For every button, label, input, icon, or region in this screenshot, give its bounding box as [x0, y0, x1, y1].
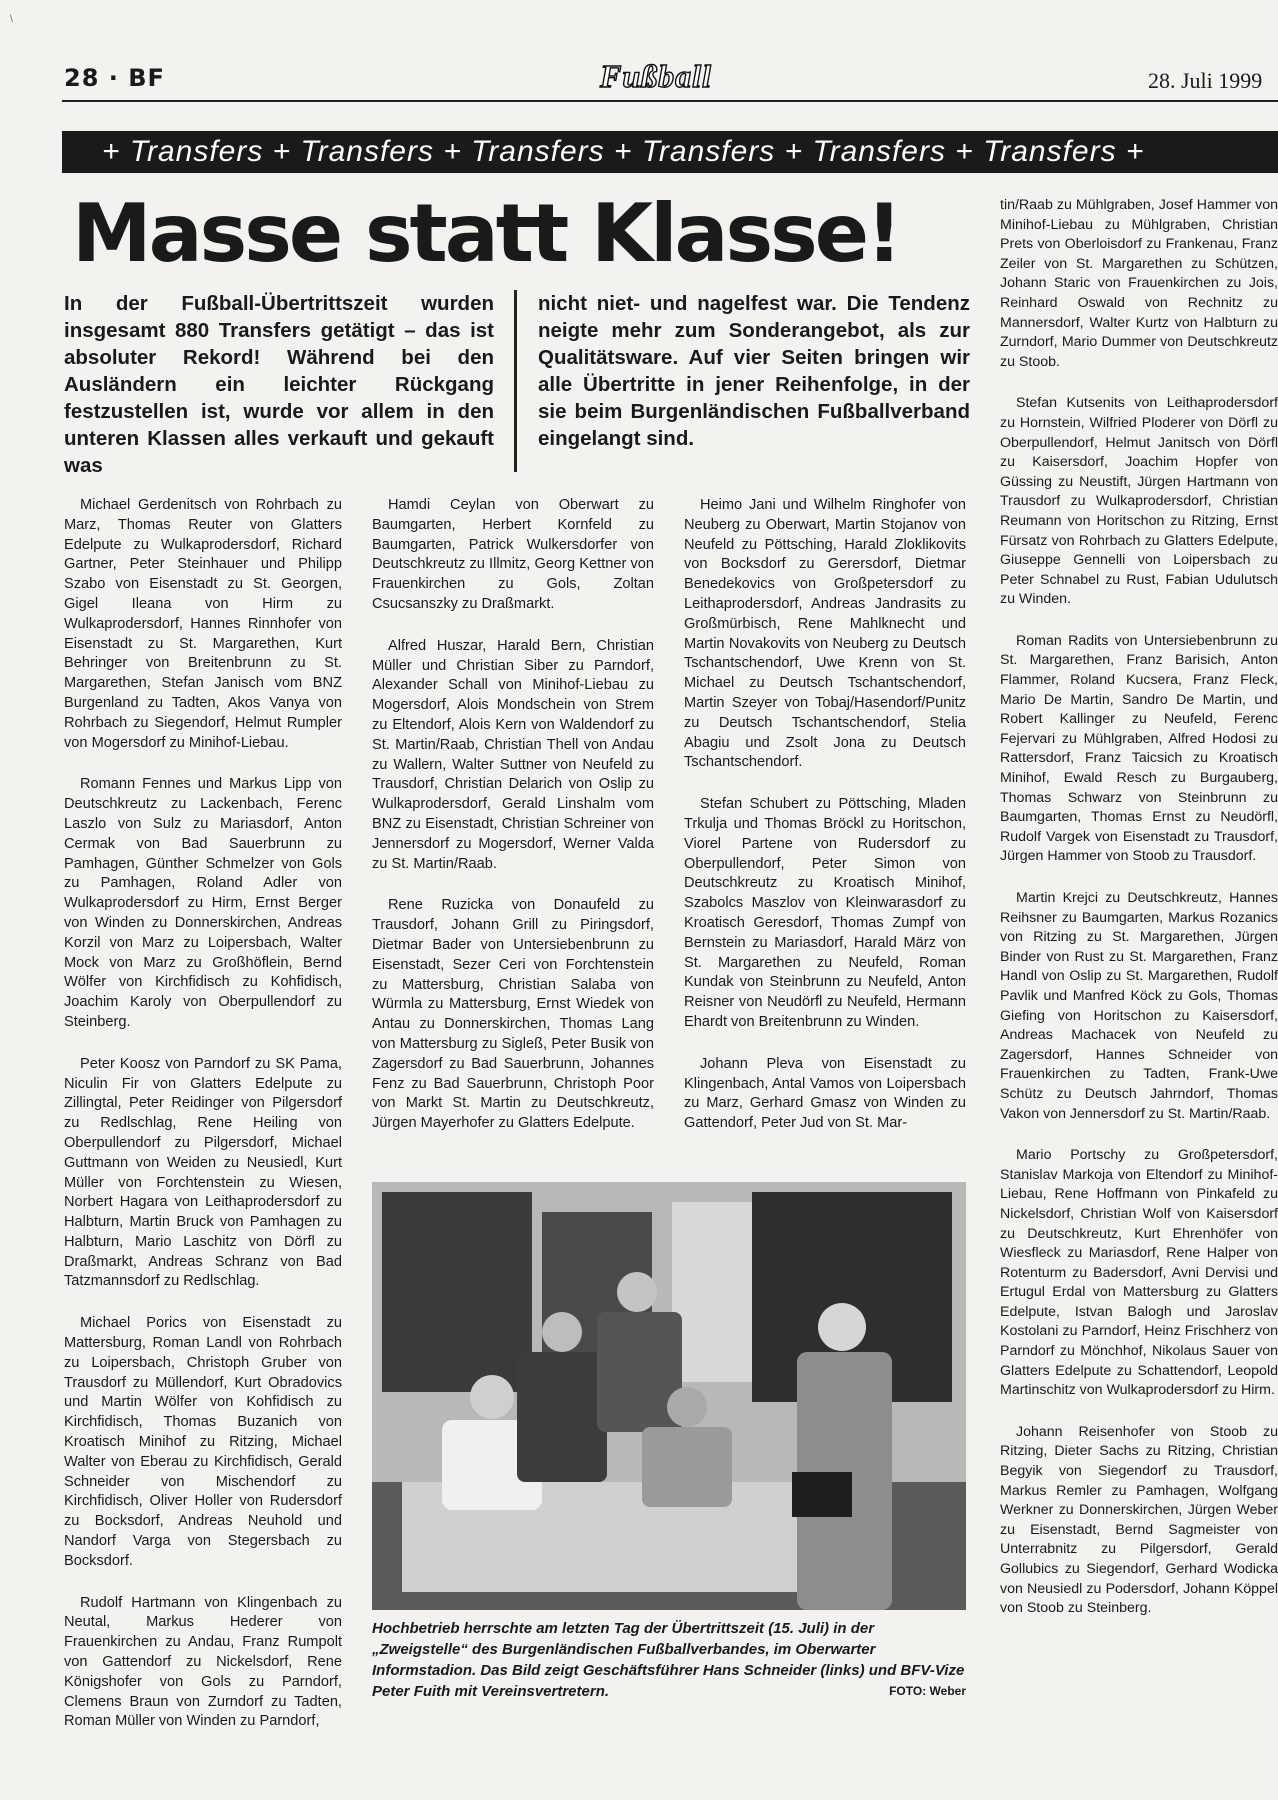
transfer-paragraph: Michael Gerdenitsch von Rohrbach zu Marz, Thomas Reuter von Glatters Edelpute zu Wulkaprodersdorf, Richard Gartner, Peter Steinhauer und Philipp Szabo von Eisenstadt zu St. Georgen, Gigel Ileana von Hirm zu Wulkaprodersdorf, Hannes Rinnhofer von Eisenstadt zu St. Margarethen, Kurt Behringer von Breitenbrunn zu St. Margarethen, Stefan Janisch vom BNZ Burgenland zu Tadten, Akos Vanya von Rohrbach zu Siegendorf, Helmut Rumpler von Mogersdorf zu Minihof-Liebau. — [64, 497, 342, 751]
page-number: 28 · BF — [64, 64, 165, 92]
headline: Masse statt Klasse! — [72, 187, 900, 280]
transfer-paragraph: Roman Radits von Untersiebenbrunn zu St. Margarethen, Franz Barisich, Anton Flammer, Roland Kucsera, Franz Fleck, Mario De Martin, Sandro De Martin, und Robert Kallinger zu Neufeld, Ferenc Fejervari zu Mühlgraben, Alfred Hodosi zu Rattersdorf, Franz Taicsich zu Kroatisch Minihof, Ewald Resch zu Burgauberg, Thomas Schwarz von Steinbrunn zu Baumgarten, Thomas Ernst zu Neudörfl, Rudolf Vargek von Eisenstadt zu Trausdorf, Jürgen Hammer von Stoob zu Trausdorf. — [1000, 632, 1278, 865]
transfer-paragraph: Hamdi Ceylan von Oberwart zu Baumgarten, Herbert Kornfeld zu Baumgarten, Patrick Wulkersdorfer von Deutschkreutz zu Illmitz, Georg Kettner von Frauenkirchen zu Gols, Zoltan Csucsanszky zu Draßmarkt. — [372, 497, 654, 612]
transfer-paragraph: Heimo Jani und Wilhelm Ringhofer von Neuberg zu Oberwart, Martin Stojanov von Neufeld zu Pöttsching, Harald Zloklikovits von Bocksdorf zu Gerersdorf, Dietmar Benedekovics von Großpetersdorf zu Leithaprodersdorf, Andreas Jandrasits zu Großmürbisch, Rene Mahlknecht und Martin Novakovits von Neuberg zu Deutsch Tschantschendorf, Uwe Krenn von St. Michael zu Deutsch Tschantschendorf, Martin Szeyer von Tobaj/Hasendorf/Punitz zu Deutsch Tschantschendorf, Stelia Abagiu und Zsolt Jona zu Deutsch Tschantschendorf. — [684, 497, 966, 771]
transfer-paragraph: Rene Ruzicka von Donaufeld zu Trausdorf, Johann Grill zu Piringsdorf, Dietmar Bader von Untersiebenbrunn zu Eisenstadt, Sezer Ceri von Forchtenstein zu Mattersburg, Christian Salaba von Würmla zu Mattersburg, Ernst Wiedek von Antau zu Donnerskirchen, Thomas Lang von Mattersburg zu Sigleß, Peter Busik von Zagersdorf zu Bad Sauerbrunn, Johannes Fenz zu Bad Sauerbrunn, Christoph Poor von Markt St. Martin zu Deutschkreutz, Jürgen Mayerhofer zu Glatters Edelpute. — [372, 897, 654, 1132]
lead-left: In der Fußball-Übertrittszeit wurden insgesamt 880 Transfers getätigt – das ist absoluter Rekord! Während bei den Ausländern ein leichter Rückgang festzustellen ist, wurde vor allem in den unteren Klassen alles verkauft und gekauft was — [64, 292, 494, 477]
transfer-paragraph: Martin Krejci zu Deutschkreutz, Hannes Reihsner zu Baumgarten, Markus Rozanics von Ritzing zu St. Margarethen, Jürgen Binder von Rust zu St. Margarethen, Franz Handl von Oslip zu St. Margarethen, Rudolf Pavlik und Manfred Köck zu Gols, Thomas Giefing von Horitschon zu Kaisersdorf, Andreas Machacek von Neufeld zu Zagersdorf, Hannes Schneider von Frauenkirchen zu Tadten, Frank-Uwe Schütz zu Deutsch Jahrndorf, Thomas Vakon von Jennersdorf zu St. Martin/Raab. — [1000, 890, 1278, 1122]
transfer-paragraph: Johann Reisenhofer von Stoob zu Ritzing, Dieter Sachs zu Ritzing, Christian Begyik von Siegendorf zu Trausdorf, Markus Remler zu Pamhagen, Wolfgang Werkner zu Donnerskirchen, Jürgen Weber zu Eisenstadt, Bernd Sagmeister von Unterrabnitz zu Pilgersdorf, Gerald Gollubics zu Siegendorf, Gerhard Wodicka von Neusiedl zu Podersdorf, Johann Köppel von Stoob zu Steinberg. — [1000, 1423, 1278, 1617]
caption-text: Hochbetrieb herrschte am letzten Tag der Übertrittszeit (15. Juli) in der „Zweigstelle“ des Burgenländischen Fußballverbandes, im Oberwarter Informstadion. Das Bild zeigt Geschäftsführer Hans Schneider (links) und BFV-Vize Peter Fuith mit Vereinsvertretern. — [372, 1620, 965, 1700]
office-photo — [372, 1182, 966, 1610]
transfer-paragraph: Stefan Kutsenits von Leithaprodersdorf zu Hornstein, Wilfried Ploderer von Dörfl zu Oberpullendorf, Helmut Janitsch von Dörfl zu Kaisersdorf, Joachim Hopfer von Güssing zu Neustift, Jürgen Hartmann von Trausdorf zu Wulkaprodersdorf, Christian Reumann von Horitschon zu Ritzing, Ernst Fürsatz von Rohrbach zu Glatters Edelpute, Giuseppe Gennelli von Loipersbach zu Peter Schnabel zu Rust, Fabian Udulutsch zu Winden. — [1000, 395, 1278, 608]
transfer-paragraph: Johann Pleva von Eisenstadt zu Klingenbach, Antal Vamos von Loipersbach zu Marz, Gerhard Gmasz von Winden zu Gattendorf, Peter Jud von St. Mar- — [684, 1055, 966, 1132]
lead-right: nicht niet- und nagelfest war. Die Tendenz neigte mehr zum Sonderangebot, als zur Qualitätsware. Auf vier Seiten bringen wir alle Übertritte in jener Reihenfolge, in der sie beim Burgenländischen Fußballverband eingelangt sind. — [538, 292, 970, 450]
transfer-paragraph: Alfred Huszar, Harald Bern, Christian Müller und Christian Siber zu Parndorf, Alexander Schall von Minihof-Liebau zu Mogersdorf, Alois Mondschein von Strem zu Eltendorf, Alois Kern von Waldendorf zu St. Martin/Raab, Christian Thell von Andau zu Wallern, Walter Suttner von Neufeld zu Trausdorf, Christian Delarich von Oslip zu Wulkaprodersdorf, Gerald Linshalm vom BNZ zu Eisenstadt, Christian Schreiner von Jennersdorf zu Mogersdorf, Werner Valda zu St. Martin/Raab. — [372, 637, 654, 872]
lead-separator — [514, 290, 517, 472]
transfer-paragraph: Rudolf Hartmann von Klingenbach zu Neutal, Markus Hederer von Frauenkirchen zu Andau, Franz Rumpolt von Gattendorf zu Nickelsdorf, Rene Königshofer von Gols zu Parndorf, Clemens Braun von Zurndorf zu Tadten, Roman Müller von Winden zu Parndorf, — [64, 1594, 342, 1730]
transfer-paragraph: Mario Portschy zu Großpetersdorf, Stanislav Markoja von Eltendorf zu Minihof-Liebau, Rene Hoffmann von Pinkafeld zu Nickelsdorf, Christian Wolf von Kaisersdorf zu Deutschkreutz, Kurt Ehrenhöfer von Wiesfleck zu Mariasdorf, Rene Halper von Rotenturm zu Badersdorf, Avni Dervisi und Ertugul Erdal von Mattersburg zu Glatters Edelpute, Istvan Balogh und Jaroslav Kostolani zu Parndorf, Heinz Frischherz von Parndorf zu Mönchhof, Nikolaus Sauer von Glatters Edelpute zu Schattendorf, Leopold Martinschitz von Wulkaprodersdorf zu Hirm. — [1000, 1147, 1278, 1399]
photo-credit: FOTO: Weber — [889, 1684, 966, 1698]
transfers-banner: + Transfers + Transfers + Transfers + Transfers + Transfers + Transfers + — [62, 131, 1278, 173]
scan-mark: \ — [10, 14, 13, 25]
transfer-paragraph: Michael Porics von Eisenstadt zu Mattersburg, Roman Landl von Rohrbach zu Loipersbach, Christoph Gruber von Trausdorf zu Müllendorf, Kurt Obradovics und Martin Wölfer von Kohfidisch zu Kirchfidisch, Thomas Buzanich von Kroatisch Minihof zu Ritzing, Michael Walter von Eberau zu Kirchfidisch, Gerald Schneider von Mischendorf zu Kirchfidisch, Oliver Holler von Rudersdorf zu Bocksdorf, Andreas Neuhold und Nandorf Varga von Stegersbach zu Bocksdorf. — [64, 1315, 342, 1569]
issue-date: 28. Juli 1999 — [1148, 68, 1263, 93]
column-1 — [64, 496, 342, 1754]
column-4 — [1000, 196, 1278, 1641]
photo-caption — [372, 1618, 966, 1702]
transfer-paragraph: tin/Raab zu Mühlgraben, Josef Hammer von Minihof-Liebau zu Mühlgraben, Christian Prets von Oberloisdorf zu Frankenau, Franz Zeiler von St. Margarethen zu Schützen, Johann Staric von Frauenkirchen zu Jois, Reinhard Oswald von Rechnitz zu Mannersdorf, Walter Kurtz von Halbturn zu Zurndorf, Mario Dummer von Deutschkreutz zu Stoob. — [1000, 197, 1278, 370]
column-2 — [372, 496, 654, 1156]
photo-illustration — [372, 1182, 966, 1610]
transfer-paragraph: Romann Fennes und Markus Lipp von Deutschkreutz zu Lackenbach, Ferenc Laszlo von Sulz zu Mariasdorf, Anton Cermak von Bad Sauerbrunn zu Pamhagen, Günther Schmelzer von Gols zu Pamhagen, Roland Adler von Wulkaprodersdorf zu Hirm, Ernst Berger von Winden zu Donnerskirchen, Andreas Korzil von Marz zu Loipersbach, Walter Mock von Marz zu Großhöflein, Bernd Wölfer von Kirchfidisch zu Kohfidisch, Joachim Karoly von Oberpullendorf zu Steinberg. — [64, 776, 342, 1030]
transfer-paragraph: Peter Koosz von Parndorf zu SK Pama, Niculin Fir von Glatters Edelpute zu Zillingtal, Peter Reidinger von Pilgersdorf zu Redlschlag, Rene Heiling von Oberpullendorf zu Pilgersdorf, Michael Guttmann von Weiden zu Neusiedl, Kurt Müller von Forchtenstein zu Wiesen, Norbert Hagara von Leithaprodersdorf zu Halbturn, Martin Bruck von Pamhagen zu Halbturn, Mario Laschitz von Dörfl zu Draßmarkt, Andreas Schranz von Bad Tatzmannsdorf zu Redlschlag. — [64, 1055, 342, 1290]
header-rule — [62, 100, 1278, 102]
transfer-paragraph: Stefan Schubert zu Pöttsching, Mladen Trkulja und Thomas Bröckl zu Horitschon, Viorel Partene von Rudersdorf zu Oberpullendorf, Peter Simon von Deutschkreutz zu Kroatisch Minihof, Szabolcs Maszlov von Kleinwarasdorf zu Kroatisch Geresdorf, Thomas Zumpf von Bernstein zu Mariasdorf, Harald März von St. Margarethen zu Neufeld, Roman Kundak von Steinbrunn zu Neufeld, Anton Reisner von Neudörfl zu Neufeld, Hermann Ehardt von Breitenbrunn zu Winden. — [684, 796, 966, 1030]
section-title: Fußball — [600, 58, 712, 94]
column-3 — [684, 496, 966, 1156]
